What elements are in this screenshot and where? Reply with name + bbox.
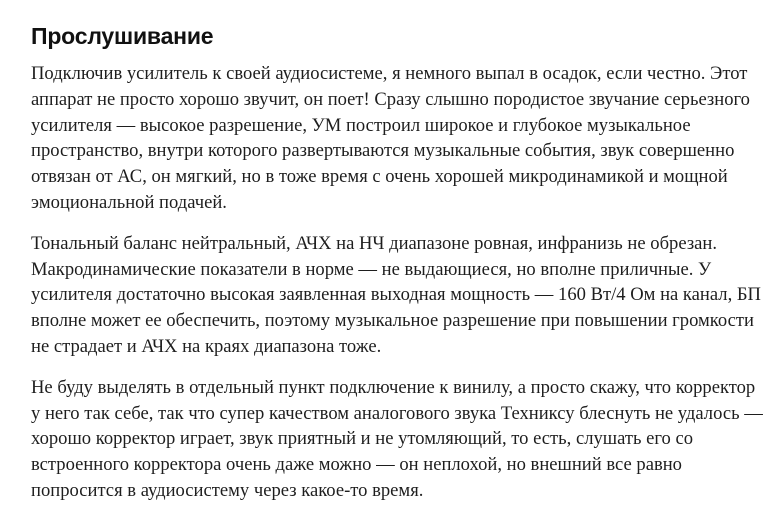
section-heading: Прослушивание <box>31 23 214 49</box>
paragraph-sound-impression: Подключив усилитель к своей аудиосистеме, я немного выпал в осадок, если честно. Этот аппарат не просто хорошо звучит, он поет! Сразу слышно породистое звучание серьезного усилителя — высокое разрешение, УМ построил широкое и глубокое музыкальное пространство, внутри которого развертываются музыкальные события, звук совершенно отвязан от АС, он мягкий, но в тоже время с очень хорошей микродинамикой и мощной эмоциональной подачей. <box>31 63 750 213</box>
paragraph-tonal-balance: Тональный баланс нейтральный, АЧХ на НЧ диапазоне ровная, инфранизь не обрезан. Макродинамические показатели в норме — не выдающиеся, но вполне приличные. У усилителя достаточно высокая заявленная выходная мощность — 160 Вт/4 Ом на канал, БП вполне может ее обеспечить, поэтому музыкальное разрешение при повышении громкости не страдает и АЧХ на краях диапазона тоже. <box>31 232 761 357</box>
article <box>31 20 766 519</box>
paragraph-phono-corrector: Не буду выделять в отдельный пункт подключение к винилу, а просто скажу, что корректор у него так себе, так что супер качеством аналогового звука Техниксу блеснуть не удалось — хорошо корректор играет, звук приятный и не утомляющий, то есть, слушать его со встроенного корректора очень даже можно — он неплохой, но внешний все равно попросится в аудиосистему через какое-то время. <box>31 376 763 501</box>
